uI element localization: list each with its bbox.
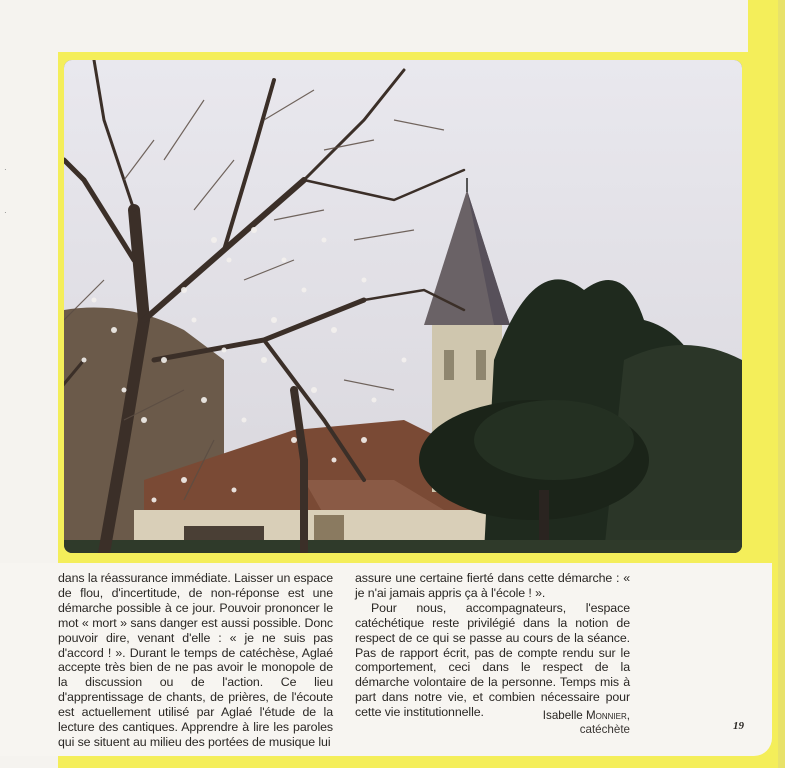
article-paragraph: assure une certaine fierté dans cette démarche : « je n'ai jamais appris ça à l'école ! ». [355, 571, 630, 600]
church-steeple-flowering-tree-icon [64, 60, 742, 553]
church-photo [64, 60, 742, 553]
article-paragraph: dans la réassurance immédiate. Laisser un espace de flou, d'incertitude, de non-réponse est une démarche possible à ce jour. Pouvoir prononcer le mot « mort » sans danger est aussi possible. Donc pouvoir dire, venant d'elle : « je ne suis pas d'accord ! ». Durant le temps de catéchèse, Aglaé accepte très bien de ne pas avoir le monopole de la discussion ou de l'action. Ce lieu d'apprentissage de chants, de prières, de l'écoute est actuellement utilisé par Aglaé l'étude de la lecture des cantiques. Apprendre à lire les paroles qui se situent au milieu des portées de musique lui [58, 571, 333, 749]
signature-first-name: Isabelle [542, 709, 583, 722]
signature-name [470, 709, 630, 723]
margin-mark: · [4, 165, 7, 174]
signature-last-name: Monnier, [586, 709, 630, 722]
article-paragraph: Pour nous, accompagnateurs, l'espace catéchétique reste privilégié dans la notion de respect de ce qui se passe au cours de la séance. Pas de rapport écrit, pas de compte rendu sur le comportement, ceci dans le respect de la démarche volontaire de la personne. Temps mis à part dans notre vie, et combien nécessaire pour cette vie institutionnelle. [355, 600, 630, 720]
page-number: 19 [733, 720, 744, 732]
signature-role: catéchète [579, 723, 630, 736]
page-edge [778, 0, 785, 768]
signature [470, 709, 630, 737]
margin-mark: · [4, 208, 7, 217]
top-paper-area [58, 0, 748, 52]
article-left-column [58, 571, 333, 750]
article-right-column [355, 571, 630, 720]
